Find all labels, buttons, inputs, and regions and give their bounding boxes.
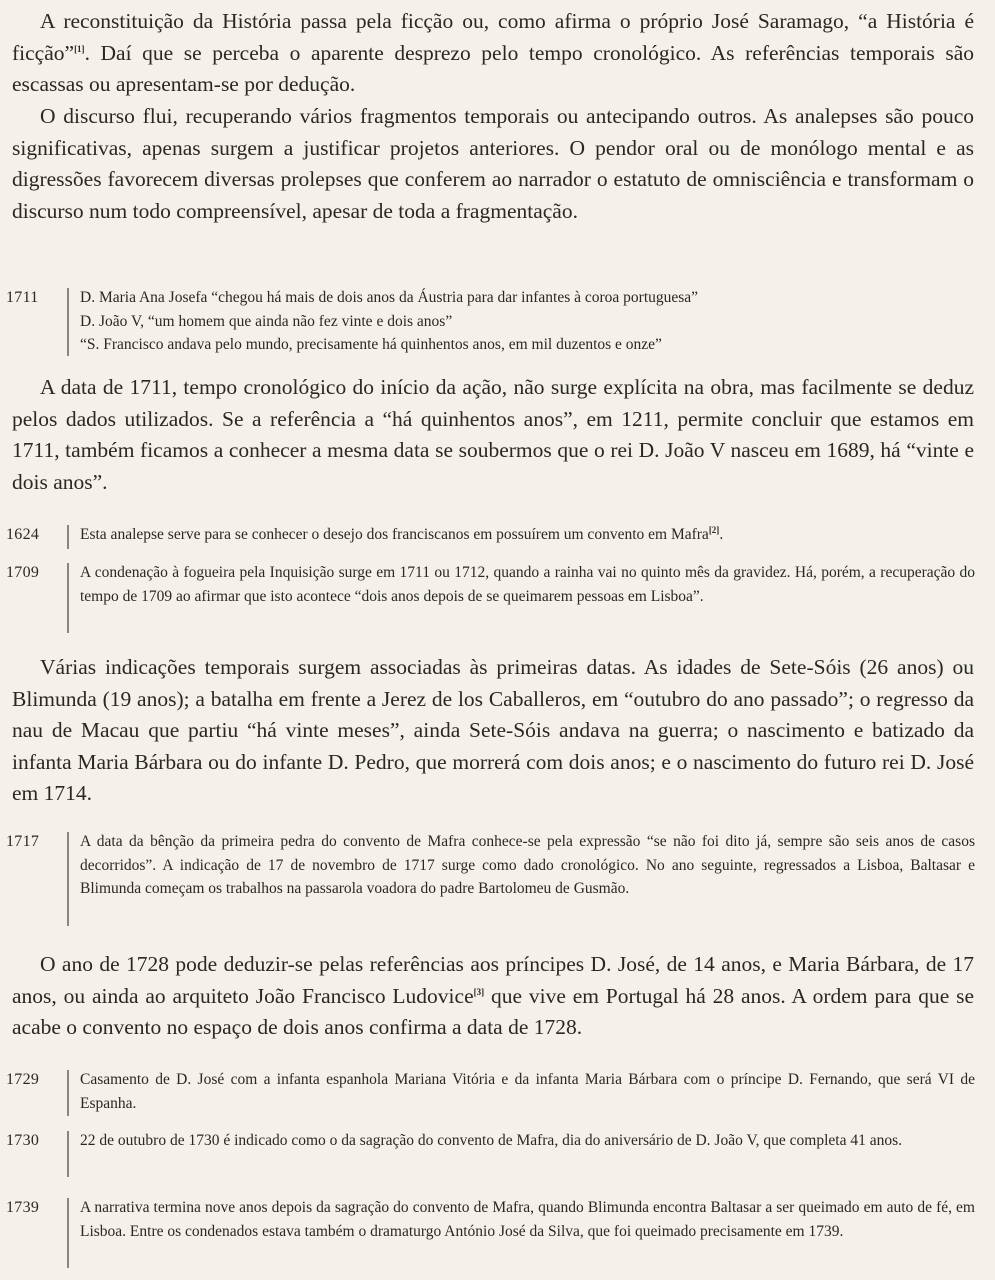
entry-text: Casamento de D. José com a infanta espanhola Mariana Vitória e da infanta Maria Bárbara com o príncipe D. Fernando, que será VI de Espanha. bbox=[80, 1071, 975, 1112]
paragraph-text: O discurso flui, recuperando vários fragmentos temporais ou antecipando outros. As analepses são pouco significativas, apenas surgem a justificar projetos anteriores. O pendor oral ou de monólogo mental e as digressões favorecem diversas prolepses que conferem ao narrador o estatuto de omnisciência e transformam o discurso num todo compreensível, apesar de toda a fragmentação. bbox=[12, 104, 974, 223]
entry-text: Esta analepse serve para se conhecer o desejo dos franciscanos em possuírem um convento em Mafra bbox=[80, 526, 709, 543]
timeline-year: 1729 bbox=[6, 1071, 40, 1088]
timeline-text bbox=[80, 1196, 975, 1243]
paragraph-1711-date bbox=[12, 372, 974, 498]
paragraph-intro bbox=[12, 6, 974, 101]
timeline-year: 1624 bbox=[6, 526, 40, 543]
footnote-marker: [3] bbox=[473, 986, 485, 997]
timeline-entry-1729 bbox=[0, 1068, 980, 1116]
timeline-year: 1711 bbox=[6, 289, 39, 306]
timeline-year: 1717 bbox=[6, 833, 40, 850]
quote-line: D. João V, “um homem que ainda não fez vinte e dois anos” bbox=[80, 312, 453, 330]
footnote-marker: [1] bbox=[74, 43, 85, 54]
timeline-entry-1711 bbox=[0, 286, 980, 358]
vertical-rule bbox=[67, 563, 69, 633]
entry-text: . bbox=[719, 526, 724, 543]
timeline-entry-1739 bbox=[0, 1196, 980, 1268]
timeline-entry-1717 bbox=[0, 830, 980, 926]
vertical-rule bbox=[67, 1198, 69, 1268]
vertical-rule bbox=[67, 525, 69, 549]
quote-line: “S. Francisco andava pelo mundo, precisamente há quinhentos anos, em mil duzentos e onze” bbox=[80, 336, 662, 353]
paragraph-text: Várias indicações temporais surgem associadas às primeiras datas. As idades de Sete-Sóis (26 anos) ou Blimunda (19 anos); a batalha em frente a Jerez de los Caballeros, em “outubro do ano passado”; o regresso da nau de Macau que partiu “há vinte meses”, ainda Sete-Sóis andava na guerra; o nascimento e batizado da infanta Maria Bárbara ou do infante D. Pedro, que morrerá com dois anos; e o nascimento do futuro rei D. José em 1714. bbox=[12, 655, 974, 805]
paragraph-1728 bbox=[12, 949, 974, 1044]
vertical-rule bbox=[67, 288, 69, 356]
vertical-rule bbox=[67, 1070, 69, 1116]
footnote-marker: [2] bbox=[708, 524, 720, 535]
timeline-text bbox=[80, 1068, 975, 1115]
timeline-text bbox=[80, 830, 975, 901]
timeline-entry-1730 bbox=[0, 1129, 980, 1177]
timeline-text bbox=[80, 561, 975, 608]
paragraph-text: A data de 1711, tempo cronológico do início da ação, não surge explícita na obra, mas facilmente se deduz pelos dados utilizados. Se a referência a “há quinhentos anos”, em 1211, permite concluir que estamos em 1711, também ficamos a conhecer a mesma data se soubermos que o rei D. João V nasceu em 1689, há “vinte e dois anos”. bbox=[12, 375, 974, 494]
timeline-year: 1709 bbox=[6, 564, 40, 581]
vertical-rule bbox=[67, 832, 69, 926]
entry-text: A narrativa termina nove anos depois da sagração do convento de Mafra, quando Blimunda encontra Baltasar a ser queimado em auto de fé, em Lisboa. Entre os condenados estava também o dramaturgo António José da Silva, que foi queimado precisamente em 1739. bbox=[80, 1199, 975, 1240]
paragraph-discourse bbox=[12, 101, 974, 227]
paragraph-text: O ano de 1728 pode deduzir-se pelas referências aos príncipes D. José, de 14 anos, e Maria Bárbara, de 17 anos, ou ainda ao arquiteto João Francisco Ludovice bbox=[12, 952, 974, 1008]
entry-text: 22 de outubro de 1730 é indicado como o da sagração do convento de Mafra, dia do aniversário de D. João V, que completa 41 anos. bbox=[80, 1132, 902, 1149]
paragraph-indications bbox=[12, 652, 974, 810]
vertical-rule bbox=[67, 1131, 69, 1177]
timeline-entry-1624 bbox=[0, 523, 980, 549]
entry-text: A condenação à fogueira pela Inquisição surge em 1711 ou 1712, quando a rainha vai no quinto mês da gravidez. Há, porém, a recuperação do tempo de 1709 ao afirmar que isto acontece “dois anos depois de se queimarem pessoas em Lisboa”. bbox=[80, 564, 975, 605]
paragraph-text: que vive em Portugal há 28 anos. A ordem para que se acabe o convento no espaço de dois anos confirma a data de 1728. bbox=[12, 983, 974, 1039]
paragraph-text: . Daí que se perceba o aparente desprezo pelo tempo cronológico. As referências temporais são escassas ou apresentam-se por dedução. bbox=[12, 40, 974, 96]
timeline-entry-1709 bbox=[0, 561, 980, 633]
entry-text: A data da bênção da primeira pedra do convento de Mafra conhece-se pela expressão “se não foi dito já, sempre são seis anos de casos decorridos”. A indicação de 17 de novembro de 1717 surge como dado cronológico. No ano seguinte, regressados a Lisboa, Baltasar e Blimunda começam os trabalhos na passarola voadora do padre Bartolomeu de Gusmão. bbox=[80, 833, 975, 897]
timeline-year: 1739 bbox=[6, 1199, 40, 1216]
paragraph-text: A reconstituição da História passa pela ficção ou, como afirma o próprio José Saramago, “a História é ficção” bbox=[12, 9, 974, 65]
timeline-year: 1730 bbox=[6, 1132, 40, 1149]
timeline-text bbox=[80, 1129, 975, 1153]
quote-line: D. Maria Ana Josefa “chegou há mais de dois anos da Áustria para dar infantes à coroa portuguesa” bbox=[80, 289, 699, 306]
timeline-text bbox=[80, 523, 975, 547]
timeline-text bbox=[80, 286, 975, 357]
